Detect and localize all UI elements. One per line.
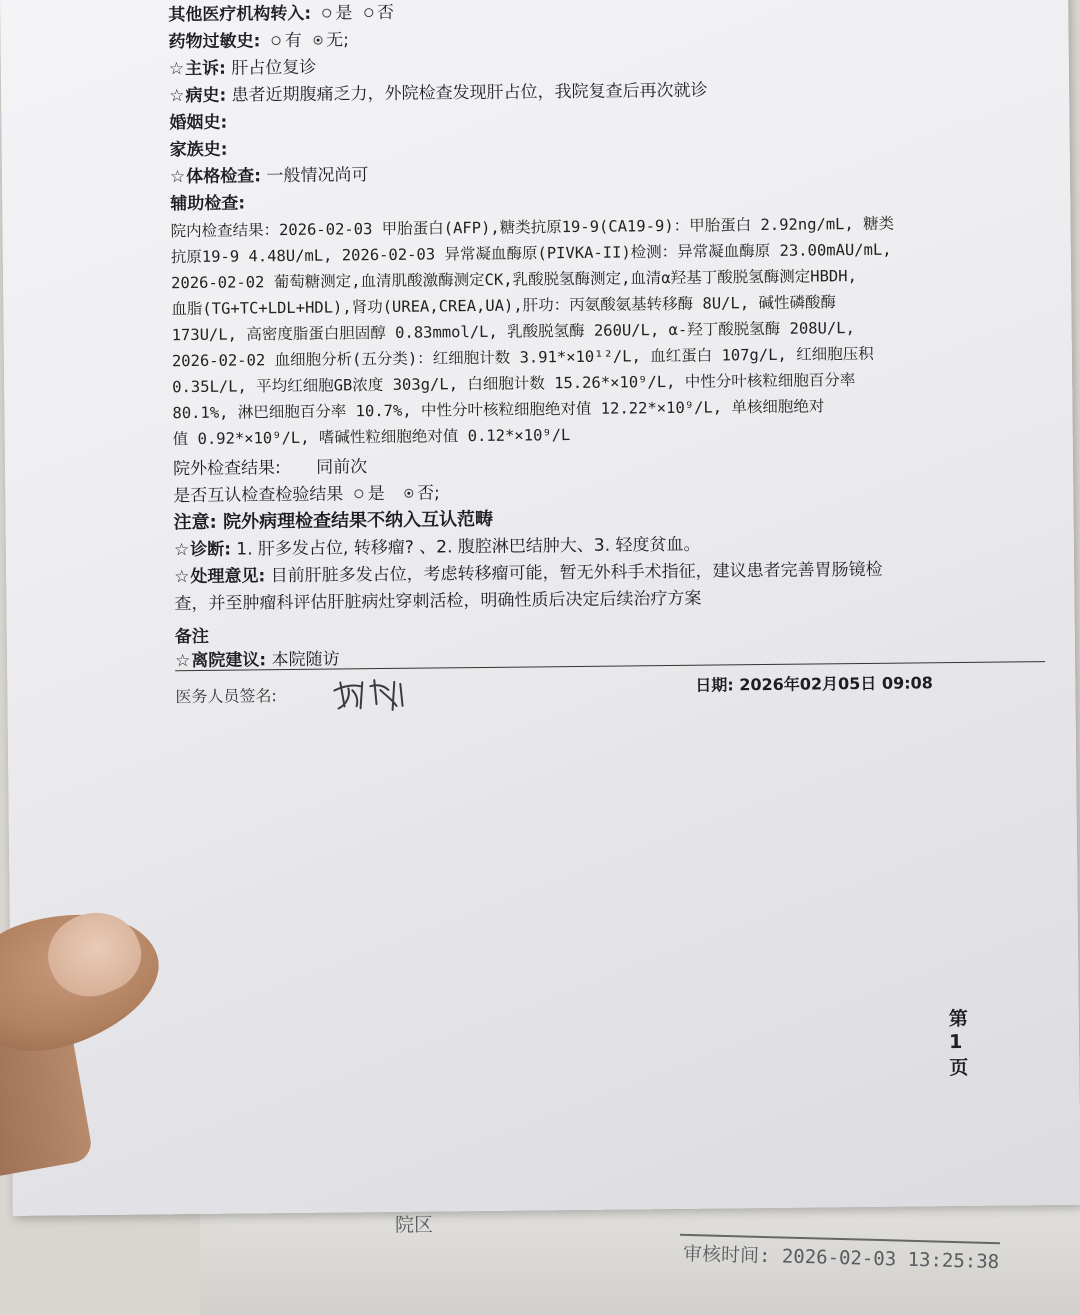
diagnosis-value: 1. 肝多发占位, 转移瘤? 、2. 腹腔淋巴结肿大、3. 轻度贫血。 [236,534,701,560]
star-icon: ☆ [169,86,185,107]
mutual-no-label: 否; [417,483,440,504]
star-icon: ☆ [168,59,185,80]
transfer-no-label: 否 [376,2,395,24]
complaint-row [169,57,317,81]
transfer-label: 其他医疗机构转入: [168,3,312,26]
mutual-label: 是否互认检查检验结果 [173,484,344,507]
mutual-yes-label: 是 [367,483,385,505]
lab-line: 抗原19-9 4.48U/mL, 2026-02-03 异常凝血酶原(PIVKA-II)检测：异常凝血酶原 23.00mAU/mL, [170,240,892,267]
lab-line: 173U/L, 高密度脂蛋白胆固醇 0.83mmol/L, 乳酸脱氢酶 260U/L, α-羟丁酸脱氢酶 208U/L, [171,319,855,345]
history-label: 病史: [185,85,227,107]
marital-row [169,112,227,135]
aux-row [170,192,245,215]
underlying-text: 院区 [395,1214,434,1236]
allergy-yes-radio[interactable] [272,36,281,45]
complaint-label: 主诉: [185,58,227,80]
lab-line: 0.35L/L, 平均红细胞GB浓度 303g/L, 白细胞计数 15.26*×10⁹/L, 中性分叶核粒细胞百分率 [172,371,856,397]
diagnosis-row [174,534,701,562]
star-icon: ☆ [174,567,190,588]
physical-row [170,164,369,188]
mutual-no-radio[interactable] [404,488,413,497]
diagnosis-label: 诊断: [190,539,232,561]
treatment-label: 处理意见: [190,566,266,588]
star-icon: ☆ [173,540,190,561]
review-time: 审核时间: 2026-02-03 13:25:38 [682,1242,1000,1274]
lab-line: 值 0.92*×10⁹/L, 嗜碱性粒细胞绝对值 0.12*×10⁹/L [172,426,571,449]
complaint-value: 肝占位复诊 [231,57,317,79]
remarks-row [175,626,209,648]
remarks-label: 备注 [174,626,209,648]
transfer-yes-radio[interactable] [322,8,331,17]
aux-label: 辅助检查: [170,193,246,215]
star-icon: ☆ [174,651,191,672]
transfer-row [168,2,394,26]
transfer-no-radio[interactable] [364,8,373,17]
mutual-row [173,482,440,507]
outside-value: 同前次 [316,457,368,478]
lab-line: 血脂(TG+TC+LDL+HDL),肾功(UREA,CREA,UA),肝功：丙氨酸氨基转移酶 8U/L, 碱性磷酸酶 [171,293,837,319]
outside-label: 院外检查结果: [172,458,281,480]
family-label: 家族史: [169,139,228,161]
lab-line: 院内检查结果：2026-02-03 甲胎蛋白(AFP),糖类抗原19-9(CA19-9)：甲胎蛋白 2.92ng/mL, 糖类 [170,214,895,241]
mutual-yes-radio[interactable] [355,489,364,498]
discharge-label: 离院建议: [191,650,267,672]
allergy-yes-label: 有 [284,30,302,52]
marital-label: 婚姻史: [169,112,228,134]
family-row [170,139,228,162]
allergy-label: 药物过敏史: [168,31,261,53]
allergy-no-label: 无; [326,30,350,51]
physical-label: 体格检查: [186,166,262,188]
page-number: 第1页 [948,1007,969,1080]
physical-value: 一般情况尚可 [266,165,369,187]
discharge-value: 本院随访 [271,649,340,671]
treatment-line-2: 查，并至肿瘤科评估肝脏病灶穿刺活检，明确性质后决定后续治疗方案 [174,588,702,615]
handwritten-signature [330,676,410,717]
lab-line: 2026-02-02 血细胞分析(五分类)：红细胞计数 3.91*×10¹²/L, 血红蛋白 107g/L, 红细胞压积 [171,344,874,371]
signature-label: 医务人员签名: [175,686,277,707]
history-row [169,80,708,108]
date-text: 日期: 2026年02月05日 09:08 [695,673,933,695]
allergy-no-radio[interactable] [313,35,322,44]
lab-line: 80.1%, 淋巴细胞百分率 10.7%, 中性分叶核粒细胞绝对值 12.22*×10⁹/L, 单核细胞绝对 [172,397,825,423]
notice-text: 注意: 院外病理检查结果不纳入互认范畴 [173,508,494,534]
lab-line: 2026-02-02 葡萄糖测定,血清肌酸激酶测定CK,乳酸脱氢酶测定,血清α羟基丁酸脱氢酶测定HBDH, [171,267,857,293]
treatment-line-1: 目前肝脏多发占位，考虑转移瘤可能，暂无外科手术指征，建议患者完善胃肠镜检 [270,559,883,587]
treatment-row [174,559,883,588]
star-icon: ☆ [169,167,186,188]
outside-row [173,456,367,480]
allergy-row [168,29,349,53]
history-value: 患者近期腹痛乏力，外院检查发现肝占位，我院复查后再次就诊 [231,80,708,106]
transfer-yes-label: 是 [335,3,353,24]
